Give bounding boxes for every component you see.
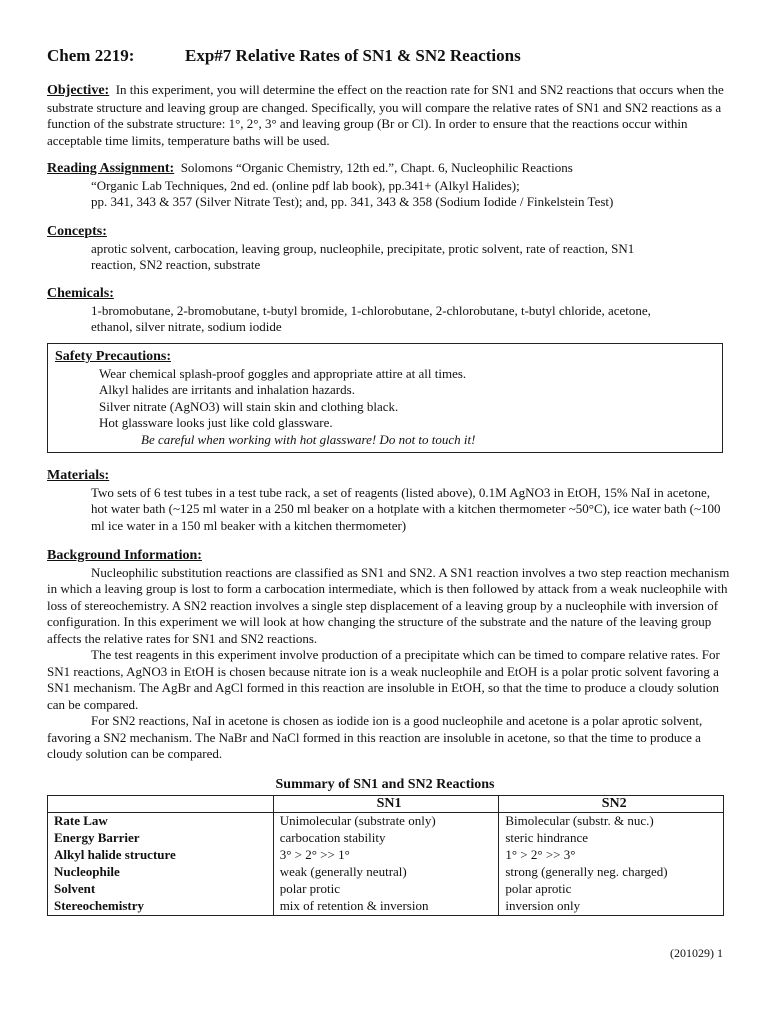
background-paragraph: Nucleophilic substitution reactions are classified as SN1 and SN2. A SN1 reaction involves a two step reaction mechanism in which a leaving group is lost to form a carbocation intermediate, which is then followed by attack from a weak nucleophile with loss of stereochemistry. A SN2 reaction involves a single step displacement of a leaving group by a nucleophile with inversion of configuration. In this experiment we will look at how changing the structure of the substrate and the nature of the leaving group affects the relative rates for SN1 and SN2 reactions. bbox=[47, 564, 730, 646]
background-paragraph: For SN2 reactions, NaI in acetone is chosen as iodide ion is a good nucleophile and acetone is a polar aprotic solvent, favoring a SN2 mechanism. The NaBr and NaCl formed in this reaction are insoluble in acetone, so that the time to produce a cloudy solution can be compared. bbox=[47, 713, 703, 761]
row-label: Energy Barrier bbox=[54, 830, 140, 845]
sn1-cell: carbocation stability bbox=[279, 830, 386, 845]
sn2-cell: polar aprotic bbox=[505, 881, 572, 896]
row-label: Rate Law bbox=[54, 813, 108, 828]
objective-section bbox=[47, 82, 732, 149]
concepts-heading: Concepts: bbox=[47, 224, 107, 239]
safety-item: Wear chemical splash-proof goggles and appropriate attire at all times. bbox=[99, 365, 467, 381]
safety-warning: Be careful when working with hot glassware! Do not to touch it! bbox=[141, 431, 476, 447]
page-number: (201029) 1 bbox=[670, 946, 723, 960]
sn2-cell: steric hindrance bbox=[505, 830, 588, 845]
reading-line-1: Solomons “Organic Chemistry, 12th ed.”, Chapt. 6, Nucleophilic Reactions bbox=[180, 160, 573, 175]
experiment-title: Exp#7 Relative Rates of SN1 & SN2 Reactions bbox=[185, 46, 521, 65]
reading-section bbox=[47, 160, 732, 211]
sn2-cell: Bimolecular (substr. & nuc.) bbox=[505, 813, 654, 828]
sn2-cell: 1° > 2° >> 3° bbox=[505, 847, 576, 862]
sn1-cell: 3° > 2° >> 1° bbox=[279, 847, 350, 862]
sn1-cell: weak (generally neutral) bbox=[279, 864, 407, 879]
row-label: Solvent bbox=[54, 881, 96, 896]
sn1-cell: Unimolecular (substrate only) bbox=[279, 813, 436, 828]
materials-section bbox=[47, 468, 732, 534]
reading-heading: Reading Assignment: bbox=[47, 161, 175, 176]
chemicals-section bbox=[47, 286, 732, 336]
course-code: Chem 2219: bbox=[47, 46, 135, 65]
row-label: Alkyl halide structure bbox=[54, 847, 176, 862]
reading-line-2: “Organic Lab Techniques, 2nd ed. (online pdf lab book), pp.341+ (Alkyl Halides); bbox=[91, 177, 520, 193]
background-section bbox=[47, 548, 732, 763]
materials-heading: Materials: bbox=[47, 468, 110, 483]
row-label: Nucleophile bbox=[54, 864, 120, 879]
background-heading: Background Information: bbox=[47, 548, 202, 563]
table-body-row bbox=[48, 813, 724, 916]
objective-text: In this experiment, you will determine the effect on the reaction rate for SN1 and SN2 reactions that occurs when the substrate structure and leaving group are changed. Specifically, you will compare the relative rates of SN1 and SN2 reactions as a function of the substrate structure: 1°, 2°, 3° and leaving group (Br or Cl). In order to ensure that the reactions occur within acceptable time limits, temperature baths will be used. bbox=[47, 82, 724, 148]
summary-table bbox=[47, 795, 724, 916]
materials-text: Two sets of 6 test tubes in a test tube rack, a set of reagents (listed above), 0.1M AgNO3 in EtOH, 15% NaI in acetone, hot water bath (~125 ml water in a 250 ml beaker on a hotplate with a kitchen thermometer ~50°C), ice water bath (~100 ml ice water in a 150 ml beaker with a kitchen thermometer) bbox=[91, 484, 721, 533]
row-label: Stereochemistry bbox=[54, 898, 145, 913]
safety-item: Alkyl halides are irritants and inhalation hazards. bbox=[99, 382, 355, 397]
concepts-text: aprotic solvent, carbocation, leaving group, nucleophile, precipitate, protic solvent, rate of reaction, SN1 reaction, SN2 reaction, substrate bbox=[91, 240, 635, 272]
table-title: Summary of SN1 and SN2 Reactions bbox=[275, 777, 495, 792]
safety-item: Silver nitrate (AgNO3) will stain skin and clothing black. bbox=[99, 398, 399, 414]
sn1-cell: mix of retention & inversion bbox=[279, 898, 429, 913]
column-header-sn2: SN2 bbox=[499, 796, 724, 813]
safety-box bbox=[47, 343, 723, 453]
concepts-section bbox=[47, 224, 732, 274]
sn1-cell: polar protic bbox=[279, 881, 340, 896]
sn2-cell: inversion only bbox=[505, 898, 581, 913]
safety-item: Hot glassware looks just like cold glassware. bbox=[99, 415, 333, 430]
chemicals-heading: Chemicals: bbox=[47, 286, 114, 301]
reading-line-3: pp. 341, 343 & 357 (Silver Nitrate Test); and, pp. 341, 343 & 358 (Sodium Iodide / Finkelstein Test) bbox=[91, 194, 614, 209]
background-paragraph: The test reagents in this experiment involve production of a precipitate which can be timed to compare relative rates. For SN1 reactions, AgNO3 in EtOH is chosen because nitrate ion is a weak nucleophile and EtOH is a polar protic solvent favoring a SN1 mechanism. The AgBr and AgCl formed in this reaction are insoluble in EtOH, so that the time to produce a cloudy solution can be compared. bbox=[47, 647, 720, 712]
sn2-cell: strong (generally neg. charged) bbox=[505, 864, 668, 879]
objective-heading: Objective: bbox=[47, 83, 110, 98]
table-header-row bbox=[48, 796, 724, 813]
chemicals-text: 1-bromobutane, 2-bromobutane, t-butyl bromide, 1-chlorobutane, 2-chlorobutane, t-butyl chloride, acetone, ethanol, silver nitrate, sodium iodide bbox=[91, 302, 651, 334]
safety-heading: Safety Precautions: bbox=[55, 349, 171, 364]
column-header-sn1: SN1 bbox=[273, 796, 499, 813]
table-corner-cell bbox=[48, 796, 274, 813]
